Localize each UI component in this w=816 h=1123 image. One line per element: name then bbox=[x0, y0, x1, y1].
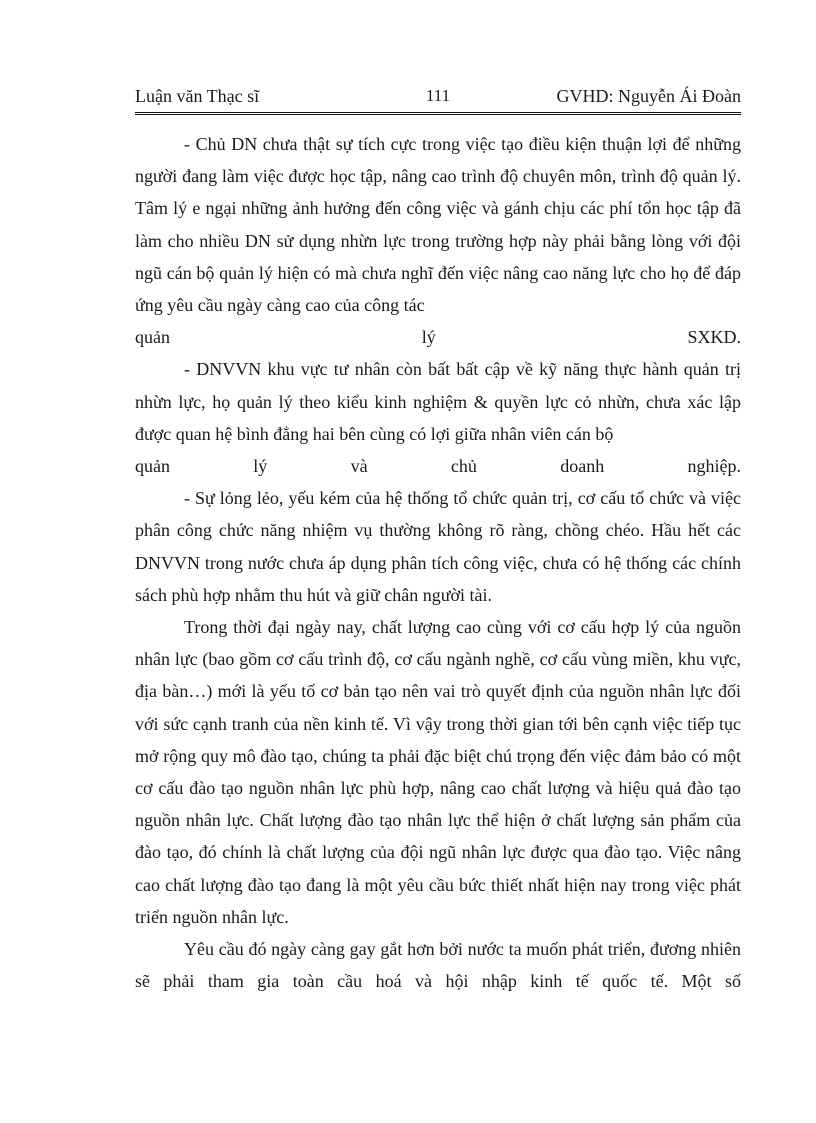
paragraph-3-text: - Sự lỏng lẻo, yếu kém của hệ thống tổ chức quản trị, cơ cấu tổ chức và việc phân công chức năng nhiệm vụ thường không rõ ràng, chồng chéo. Hầu hết các DNVVN trong nước chưa áp dụng phân tích công việc, chưa có hệ thống các chính sách phù hợp nhằm thu hút và giữ chân người tài. bbox=[135, 488, 741, 605]
header-thesis-label: Luận văn Thạc sĩ bbox=[135, 86, 260, 106]
paragraph-3 bbox=[135, 482, 741, 611]
paragraph-5-text: Yêu cầu đó ngày càng gay gắt hơn bởi nước ta muốn phát triển, đương nhiên sẽ phải tham gia toàn cầu hoá và hội nhập kinh tế quốc tế. Một số bbox=[135, 939, 741, 992]
paragraph-1-text: - Chủ DN chưa thật sự tích cực trong việc tạo điều kiện thuận lợi để những người đang làm việc được học tập, nâng cao trình độ chuyên môn, trình độ quản lý. Tâm lý e ngại những ảnh hưởng đến công việc và gánh chịu các phí tổn học tập đã làm cho nhiều DN sử dụng nhừn lực trong trường hợp này phải bằng lòng với đội ngũ cán bộ quản lý hiện có mà chưa nghĩ đến việc nâng cao năng lực cho họ để đáp ứng yêu cầu ngày càng cao của công tác bbox=[135, 134, 741, 316]
paragraph-1-tail: quản lý SXKD. bbox=[135, 327, 741, 348]
header-supervisor: GVHD: Nguyễn Ái Đoàn bbox=[556, 86, 741, 106]
paragraph-2 bbox=[135, 353, 741, 482]
paragraph-4-text: Trong thời đại ngày nay, chất lượng cao cùng với cơ cấu hợp lý của nguồn nhân lực (bao gồm cơ cấu trình độ, cơ cấu ngành nghề, cơ cấu vùng miền, khu vực, địa bàn…) mới là yếu tố cơ bản tạo nên vai trò quyết định của nguồn nhân lực đối với sức cạnh tranh của nền kinh tế. Vì vậy trong thời gian tới bên cạnh việc tiếp tục mở rộng quy mô đào tạo, chúng ta phải đặc biệt chú trọng đến việc đảm bảo có một cơ cấu đào tạo nguồn nhân lực phù hợp, nâng cao chất lượng và hiệu quả đào tạo nguồn nhân lực. Chất lượng đào tạo nhân lực thể hiện ở chất lượng sản phẩm của đào tạo, đó chính là chất lượng của đội ngũ nhân lực được qua đào tạo. Việc nâng cao chất lượng đào tạo đang là một yêu cầu bức thiết nhất hiện nay trong việc phát triển nguồn nhân lực. bbox=[135, 617, 741, 927]
paragraph-1 bbox=[135, 128, 741, 353]
page-number: 111 bbox=[425, 86, 451, 105]
paragraph-2-tail: quản lý và chủ doanh nghiệp. bbox=[135, 456, 741, 477]
paragraph-4 bbox=[135, 611, 741, 933]
paragraph-2-text: - DNVVN khu vực tư nhân còn bất bất cập về kỹ năng thực hành quản trị nhừn lực, họ quản lý theo kiểu kinh nghiệm & quyền lực cỏ nhừn, chưa xác lập được quan hệ bình đẳng hai bên cùng có lợi giữa nhân viên cán bộ bbox=[135, 359, 741, 444]
page-header bbox=[135, 80, 741, 115]
paragraph-5 bbox=[135, 933, 741, 997]
document-body bbox=[135, 128, 741, 997]
